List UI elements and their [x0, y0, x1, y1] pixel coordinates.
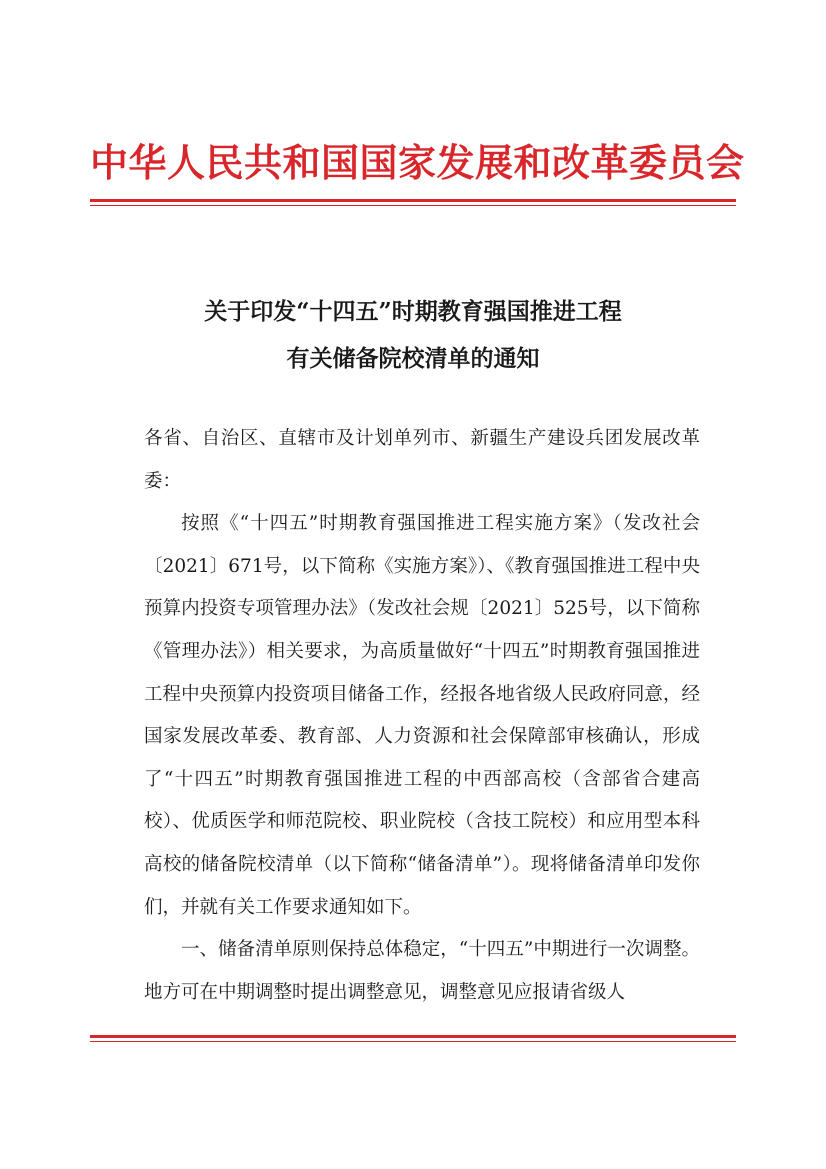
footer-red-rule	[90, 1035, 736, 1043]
footer-rule-thick	[90, 1035, 736, 1038]
header-red-rule	[90, 199, 736, 207]
header-rule-thin	[90, 205, 736, 206]
agency-header: 中华人民共和国国家发展和改革委员会	[90, 140, 745, 185]
addressee: 各省、自治区、直辖市及计划单列市、新疆生产建设兵团发展改革委：	[144, 428, 700, 492]
header-rule-thick	[90, 199, 736, 202]
document-title-line-2: 有关储备院校清单的通知	[286, 345, 540, 372]
body-paragraph-1: 按照《“十四五”时期教育强国推进工程实施方案》（发改社会〔2021〕671号，以下简称《实施方案》）、《教育强国推进工程中央预算内投资专项管理办法》（发改社会规〔2021〕525号，以下简称《管理办法》）相关要求，为高质量做好“十四五”时期教育强国推进工程中央预算内投资项目储备工作，经报各地省级人民政府同意，经国家发展改革委、教育部、人力资源和社会保障部审核确认，形成了“十四五”时期教育强国推进工程的中西部高校（含部省合建高校）、优质医学和师范院校、职业院校（含技工院校）和应用型本科高校的储备院校清单（以下简称“储备清单”）。现将储备清单印发你们，并就有关工作要求通知如下。	[144, 513, 700, 918]
body-paragraph-2: 一、储备清单原则保持总体稳定，“十四五”中期进行一次调整。地方可在中期调整时提出调整意见，调整意见应报请省级人	[144, 939, 700, 1003]
document-body	[144, 418, 700, 1014]
footer-rule-thin	[90, 1041, 736, 1042]
document-title-line-1: 关于印发“十四五”时期教育强国推进工程	[204, 298, 622, 325]
